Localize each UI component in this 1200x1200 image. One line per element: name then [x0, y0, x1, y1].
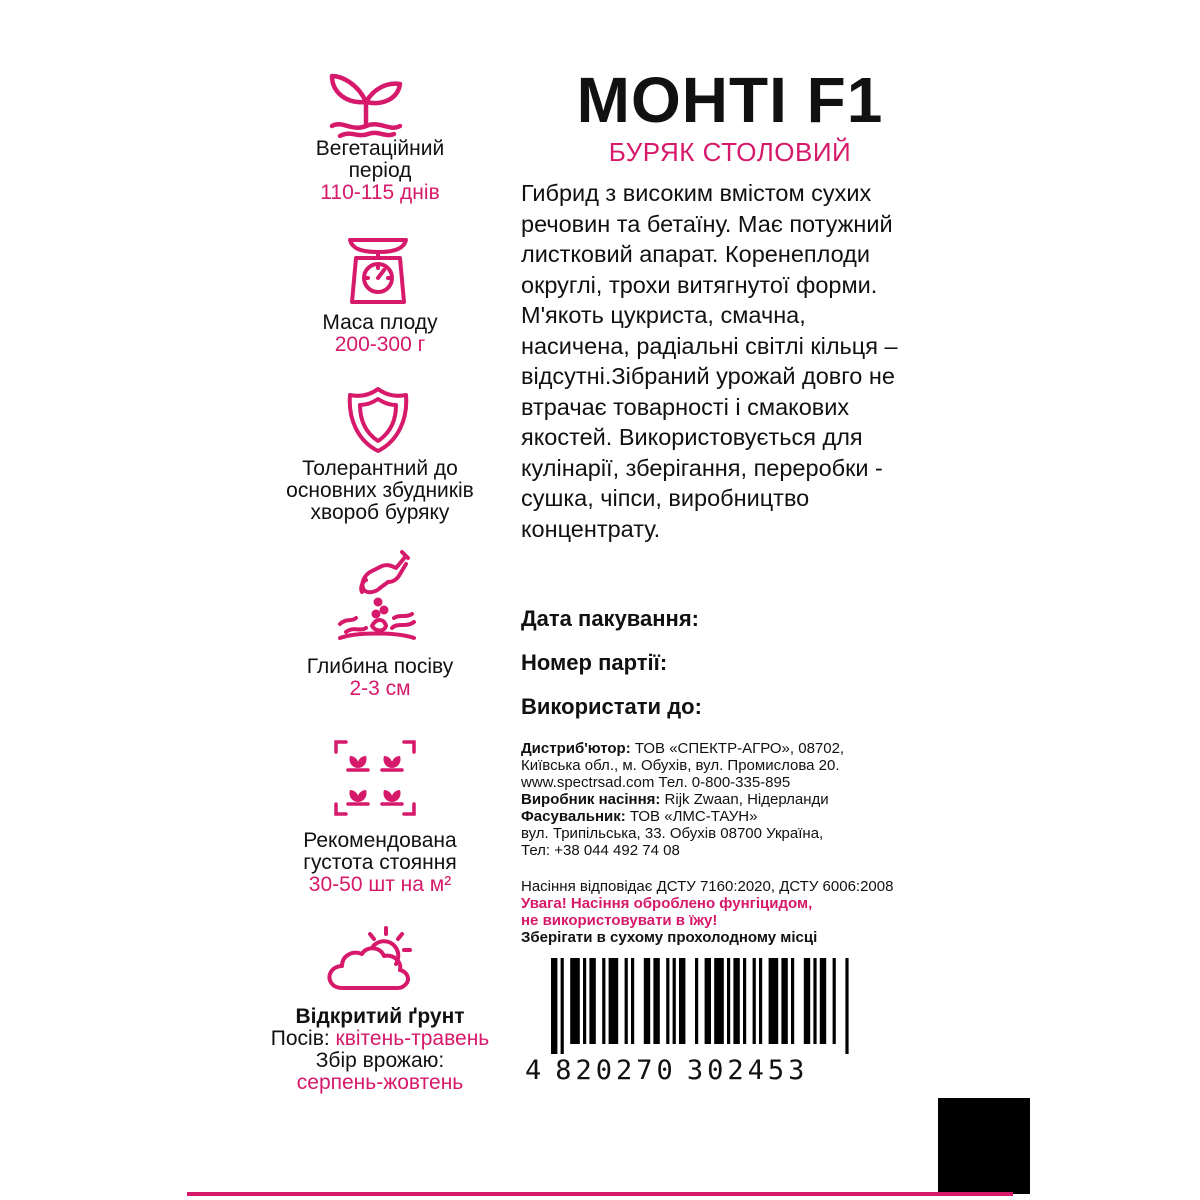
- description-line: відсутні.Зібраний урожай довго не: [521, 363, 895, 389]
- barcode-digit-group: 820270: [555, 1055, 677, 1086]
- barcode-bar: [813, 958, 816, 1044]
- product-description: [521, 178, 941, 544]
- notes-block: [521, 878, 893, 946]
- description-line: листковий апарат. Коренеплоди: [521, 241, 870, 267]
- sowing-label: Посів:: [270, 1027, 330, 1050]
- density-line1: Рекомендована: [303, 829, 457, 852]
- barcode-bar: [733, 958, 739, 1044]
- barcode-bar: [845, 958, 848, 1054]
- description-line: якостей. Використовується для: [521, 424, 863, 450]
- barcode-bar: [570, 958, 580, 1044]
- bottom-accent-line: [187, 1192, 1013, 1196]
- barcode-bar: [714, 958, 724, 1044]
- packer-phone: Тел: +38 044 492 74 08: [521, 842, 680, 859]
- kitchen-scale-icon: [346, 232, 410, 308]
- tolerance-line3: хвороб буряку: [310, 501, 450, 524]
- producer-value: Rijk Zwaan, Нідерланди: [660, 791, 829, 808]
- distributor-label: Дистриб'ютор:: [521, 740, 631, 757]
- barcode: [525, 958, 855, 1088]
- shield-icon: [344, 385, 412, 455]
- barcode-bar: [679, 958, 685, 1044]
- hand-sowing-seeds-icon: [336, 548, 418, 642]
- barcode-bar: [673, 958, 676, 1044]
- warning-line1: Увага! Насіння оброблено фунгіцидом,: [521, 895, 813, 912]
- barcode-bar: [589, 958, 595, 1044]
- barcode-bar: [602, 958, 605, 1044]
- barcode-bar: [727, 958, 730, 1044]
- harvest-label: Збір врожаю:: [315, 1049, 445, 1072]
- mass-label: [255, 312, 505, 356]
- density-label: [255, 830, 505, 896]
- vegetation-label: [255, 138, 505, 204]
- description-line: округлі, трохи витягнутої форми.: [521, 271, 878, 298]
- distributor-address: Київська обл., м. Обухів, вул. Промислова 20.: [521, 757, 840, 774]
- barcode-bars: [525, 958, 855, 1054]
- description-line: речовин та бетаїну. Має потужний: [521, 210, 893, 237]
- density-line2: густота стояння: [303, 851, 457, 874]
- barcode-bar: [781, 958, 787, 1044]
- barcode-bar: [769, 958, 779, 1044]
- product-subtitle: БУРЯК СТОЛОВИЙ: [608, 137, 852, 167]
- barcode-bar: [705, 958, 711, 1044]
- producer-label: Виробник насіння:: [521, 791, 661, 808]
- description-line: сушка, чіпси, виробництво: [521, 485, 810, 511]
- producer-line: [521, 791, 844, 808]
- storage-note: Зберігати в сухому прохолодному місці: [521, 929, 818, 946]
- distributor-value: ТОВ «СПЕКТР-АГРО», 08702,: [630, 740, 845, 757]
- mass-label-text: Маса плоду: [322, 311, 438, 334]
- plant-grid-icon: [332, 738, 418, 818]
- tolerance-line1: Толерантний до: [302, 457, 458, 480]
- barcode-bar: [743, 958, 746, 1044]
- sowing-value: квітень-травень: [335, 1027, 490, 1050]
- barcode-bar: [820, 958, 826, 1044]
- packer-value: ТОВ «ЛМС-ТАУН»: [625, 808, 758, 825]
- barcode-bar: [791, 958, 794, 1044]
- barcode-bar: [644, 958, 650, 1044]
- batch-number-field: Номер партії:: [521, 650, 668, 675]
- sowing-line: [255, 1028, 505, 1050]
- barcode-bar: [695, 958, 698, 1044]
- tolerance-line2: основних збудників: [286, 479, 474, 502]
- barcode-bar: [609, 958, 619, 1044]
- tolerance-label: [255, 458, 505, 524]
- description-line: Гибрид з високим вмістом сухих: [521, 180, 872, 206]
- distributor-contacts: www.spectrsad.com Тел. 0-800-335-895: [521, 774, 791, 791]
- description-line: насичена, радіальні світлі кільця –: [521, 332, 898, 359]
- density-value: 30-50 шт на м²: [308, 873, 452, 896]
- barcode-bar: [666, 958, 669, 1044]
- description-line: кулінарії, зберігання, переробки -: [521, 454, 883, 481]
- barcode-bar: [551, 958, 557, 1054]
- barcode-bar: [653, 958, 659, 1044]
- ground-block: [255, 1006, 505, 1094]
- packer-line: [521, 808, 844, 825]
- vegetation-label-line2: період: [348, 159, 412, 182]
- barcode-bar: [759, 958, 762, 1044]
- product-title: МОНТІ F1: [576, 64, 884, 136]
- vegetation-label-line1: Вегетаційний: [315, 137, 445, 160]
- barcode-digits: [525, 1056, 855, 1086]
- depth-value: 2-3 см: [349, 677, 411, 700]
- barcode-bar: [753, 958, 756, 1044]
- standard-note: Насіння відповідає ДСТУ 7160:2020, ДСТУ 6006:2008: [521, 878, 894, 895]
- barcode-bar: [804, 958, 810, 1044]
- mass-value: 200-300 г: [334, 333, 426, 356]
- barcode-bar: [833, 958, 836, 1044]
- warning-line2: не використовувати в їжу!: [521, 912, 718, 929]
- distributor-line: [521, 740, 844, 757]
- cloud-sun-icon: [326, 922, 416, 994]
- barcode-digit-group: 302453: [686, 1055, 809, 1086]
- barcode-bar: [583, 958, 586, 1044]
- barcode-digit-group: 4: [525, 1055, 542, 1086]
- description-line: концентрату.: [521, 515, 661, 542]
- description-line: М'якоть цукриста, смачна,: [521, 302, 806, 328]
- depth-label-text: Глибина посіву: [306, 655, 454, 678]
- black-square: [938, 1098, 1030, 1194]
- barcode-bar: [625, 958, 628, 1044]
- packer-label: Фасувальник:: [521, 808, 626, 825]
- packer-address: вул. Трипільська, 33. Обухів 08700 Україна,: [521, 825, 824, 842]
- description-line: втрачає товарності і смакових: [521, 393, 850, 420]
- use-by-field: Використати до:: [521, 694, 702, 719]
- vegetation-value: 110-115 днів: [320, 181, 440, 204]
- barcode-bar: [561, 958, 564, 1054]
- harvest-value: серпень-жовтень: [296, 1071, 464, 1094]
- depth-label: [255, 656, 505, 700]
- sprout-icon: [328, 62, 404, 138]
- pack-date-field: Дата пакування:: [521, 606, 700, 631]
- ground-title: Відкритий ґрунт: [295, 1005, 465, 1028]
- barcode-bar: [631, 958, 634, 1044]
- company-info: [521, 740, 844, 859]
